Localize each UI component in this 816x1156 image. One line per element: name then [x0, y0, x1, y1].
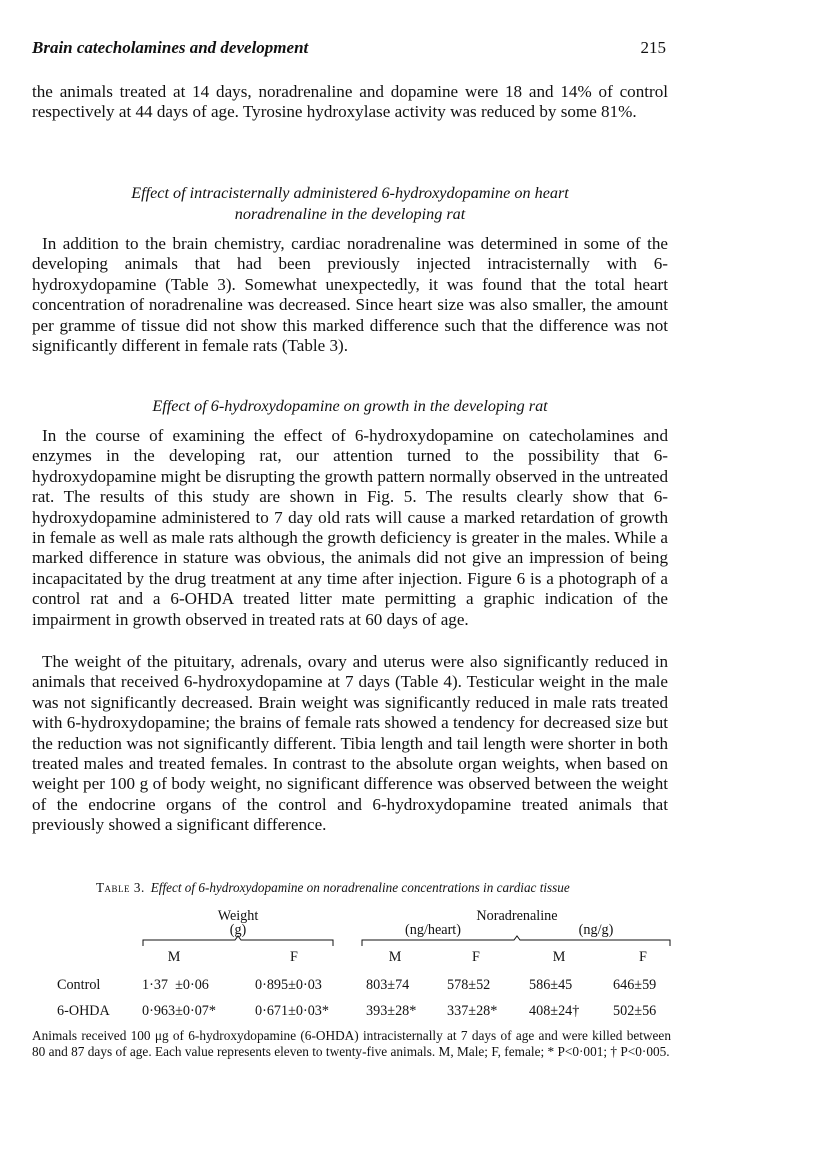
paragraph-heart: In addition to the brain chemistry, cardiac noradrenaline was determined in some of the developing animals that had been previously injected intracisternally with 6-hydroxydopamine (Table 3). Somewhat unexpectedly, it was found that the total heart concentration of noradrenaline was decreased. Since heart size was also smaller, the amount per gramme of tissue did not show this marked difference such that the difference was not significantly different in female rats (Table 3). — [32, 234, 668, 356]
weight-header: Weight — [217, 908, 259, 924]
table-cell: 0·963±0·07* — [142, 1003, 216, 1019]
noradrenaline-header: Noradrenaline — [476, 908, 558, 924]
col-header: M — [388, 949, 402, 965]
page-number: 215 — [640, 38, 666, 57]
table-3 — [50, 900, 690, 1025]
section-heading-heart — [32, 183, 668, 224]
table-cell: 502±56 — [613, 1003, 657, 1019]
running-title: Brain catecholamines and development — [32, 38, 309, 57]
table-cell: 393±28* — [366, 1003, 417, 1019]
col-header: F — [472, 949, 480, 965]
per-heart-unit: (ng/heart) — [405, 922, 461, 938]
table-cell: 0·895±0·03 — [255, 977, 322, 993]
table-cell: 578±52 — [447, 977, 491, 993]
table-cell: 337±28* — [447, 1003, 498, 1019]
col-header: M — [167, 949, 181, 965]
col-header: F — [290, 949, 298, 965]
weight-unit: (g) — [229, 922, 247, 938]
table-footnote: Animals received 100 μg of 6-hydroxydopamine (6-OHDA) intracisternally at 7 days of age and were killed between 80 and 87 days of age. Each value represents eleven to twenty-five animals. M, Male; F, female; * P<0·001; † P<0·005. — [32, 1028, 671, 1059]
table-label: Table 3. — [96, 880, 145, 895]
col-header: F — [639, 949, 647, 965]
paragraph-continued: the animals treated at 14 days, noradrenaline and dopamine were 18 and 14% of control respectively at 44 days of age. Tyrosine hydroxylase activity was reduced by some 81%. — [32, 82, 668, 122]
section-heading-heart-line1: Effect of intracisternally administered 6-hydroxydopamine on heart — [131, 184, 569, 202]
section-heading-heart-line2: noradrenaline in the developing rat — [234, 204, 466, 223]
section-heading-growth: Effect of 6-hydroxydopamine on growth in the developing rat — [152, 397, 548, 415]
running-header — [32, 38, 666, 62]
table-title: Effect of 6-hydroxydopamine on noradrenaline concentrations in cardiac tissue — [150, 880, 570, 895]
row-label: Control — [57, 977, 101, 993]
per-gram-unit: (ng/g) — [578, 922, 614, 938]
table-cell: 803±74 — [366, 977, 410, 993]
table-cell: 646±59 — [613, 977, 657, 993]
paragraph-organ-weights: The weight of the pituitary, adrenals, ovary and uterus were also significantly reduced in animals that received 6-hydroxydopamine at 7 days (Table 4). Testicular weight in the male was not significantly decreased. Brain weight was significantly reduced in male rats treated with 6-hydroxydopamine; the brains of female rats showed a tendency for decreased size but the reduction was not significantly different. Tibia length and tail length were shorter in both treated males and treated females. In contrast to the absolute organ weights, when based on weight per 100 g of body weight, no significant difference was observed between the weight of the endocrine organs of the control and 6-hydroxydopamine treated animals that previously showed a significant difference. — [32, 652, 668, 835]
paragraph-growth: In the course of examining the effect of 6-hydroxydopamine on catecholamines and enzymes in the developing rat, our attention turned to the possibility that 6-hydroxydopamine might be disrupting the growth pattern normally observed in the untreated rat. The results of this study are shown in Fig. 5. The results clearly show that 6-hydroxydopamine administered to 7 day old rats will cause a marked retardation of growth in female as well as male rats although the growth deficiency is greater in the males. While a marked difference in stature was obvious, the animals did not give an impression of being incapacitated by the drug treatment at any time after injection. Figure 6 is a photograph of a control rat and a 6-OHDA treated litter mate permitting a graphic indication of the impairment in growth observed in treated rats at 60 days of age. — [32, 426, 668, 629]
table-cell: 1·37 ±0·06 — [142, 977, 209, 993]
table-cell: 408±24† — [529, 1003, 580, 1019]
col-header: M — [552, 949, 566, 965]
row-label: 6-OHDA — [57, 1003, 110, 1019]
table-cell: 586±45 — [529, 977, 573, 993]
table-cell: 0·671±0·03* — [255, 1003, 329, 1019]
table-caption — [96, 880, 570, 896]
